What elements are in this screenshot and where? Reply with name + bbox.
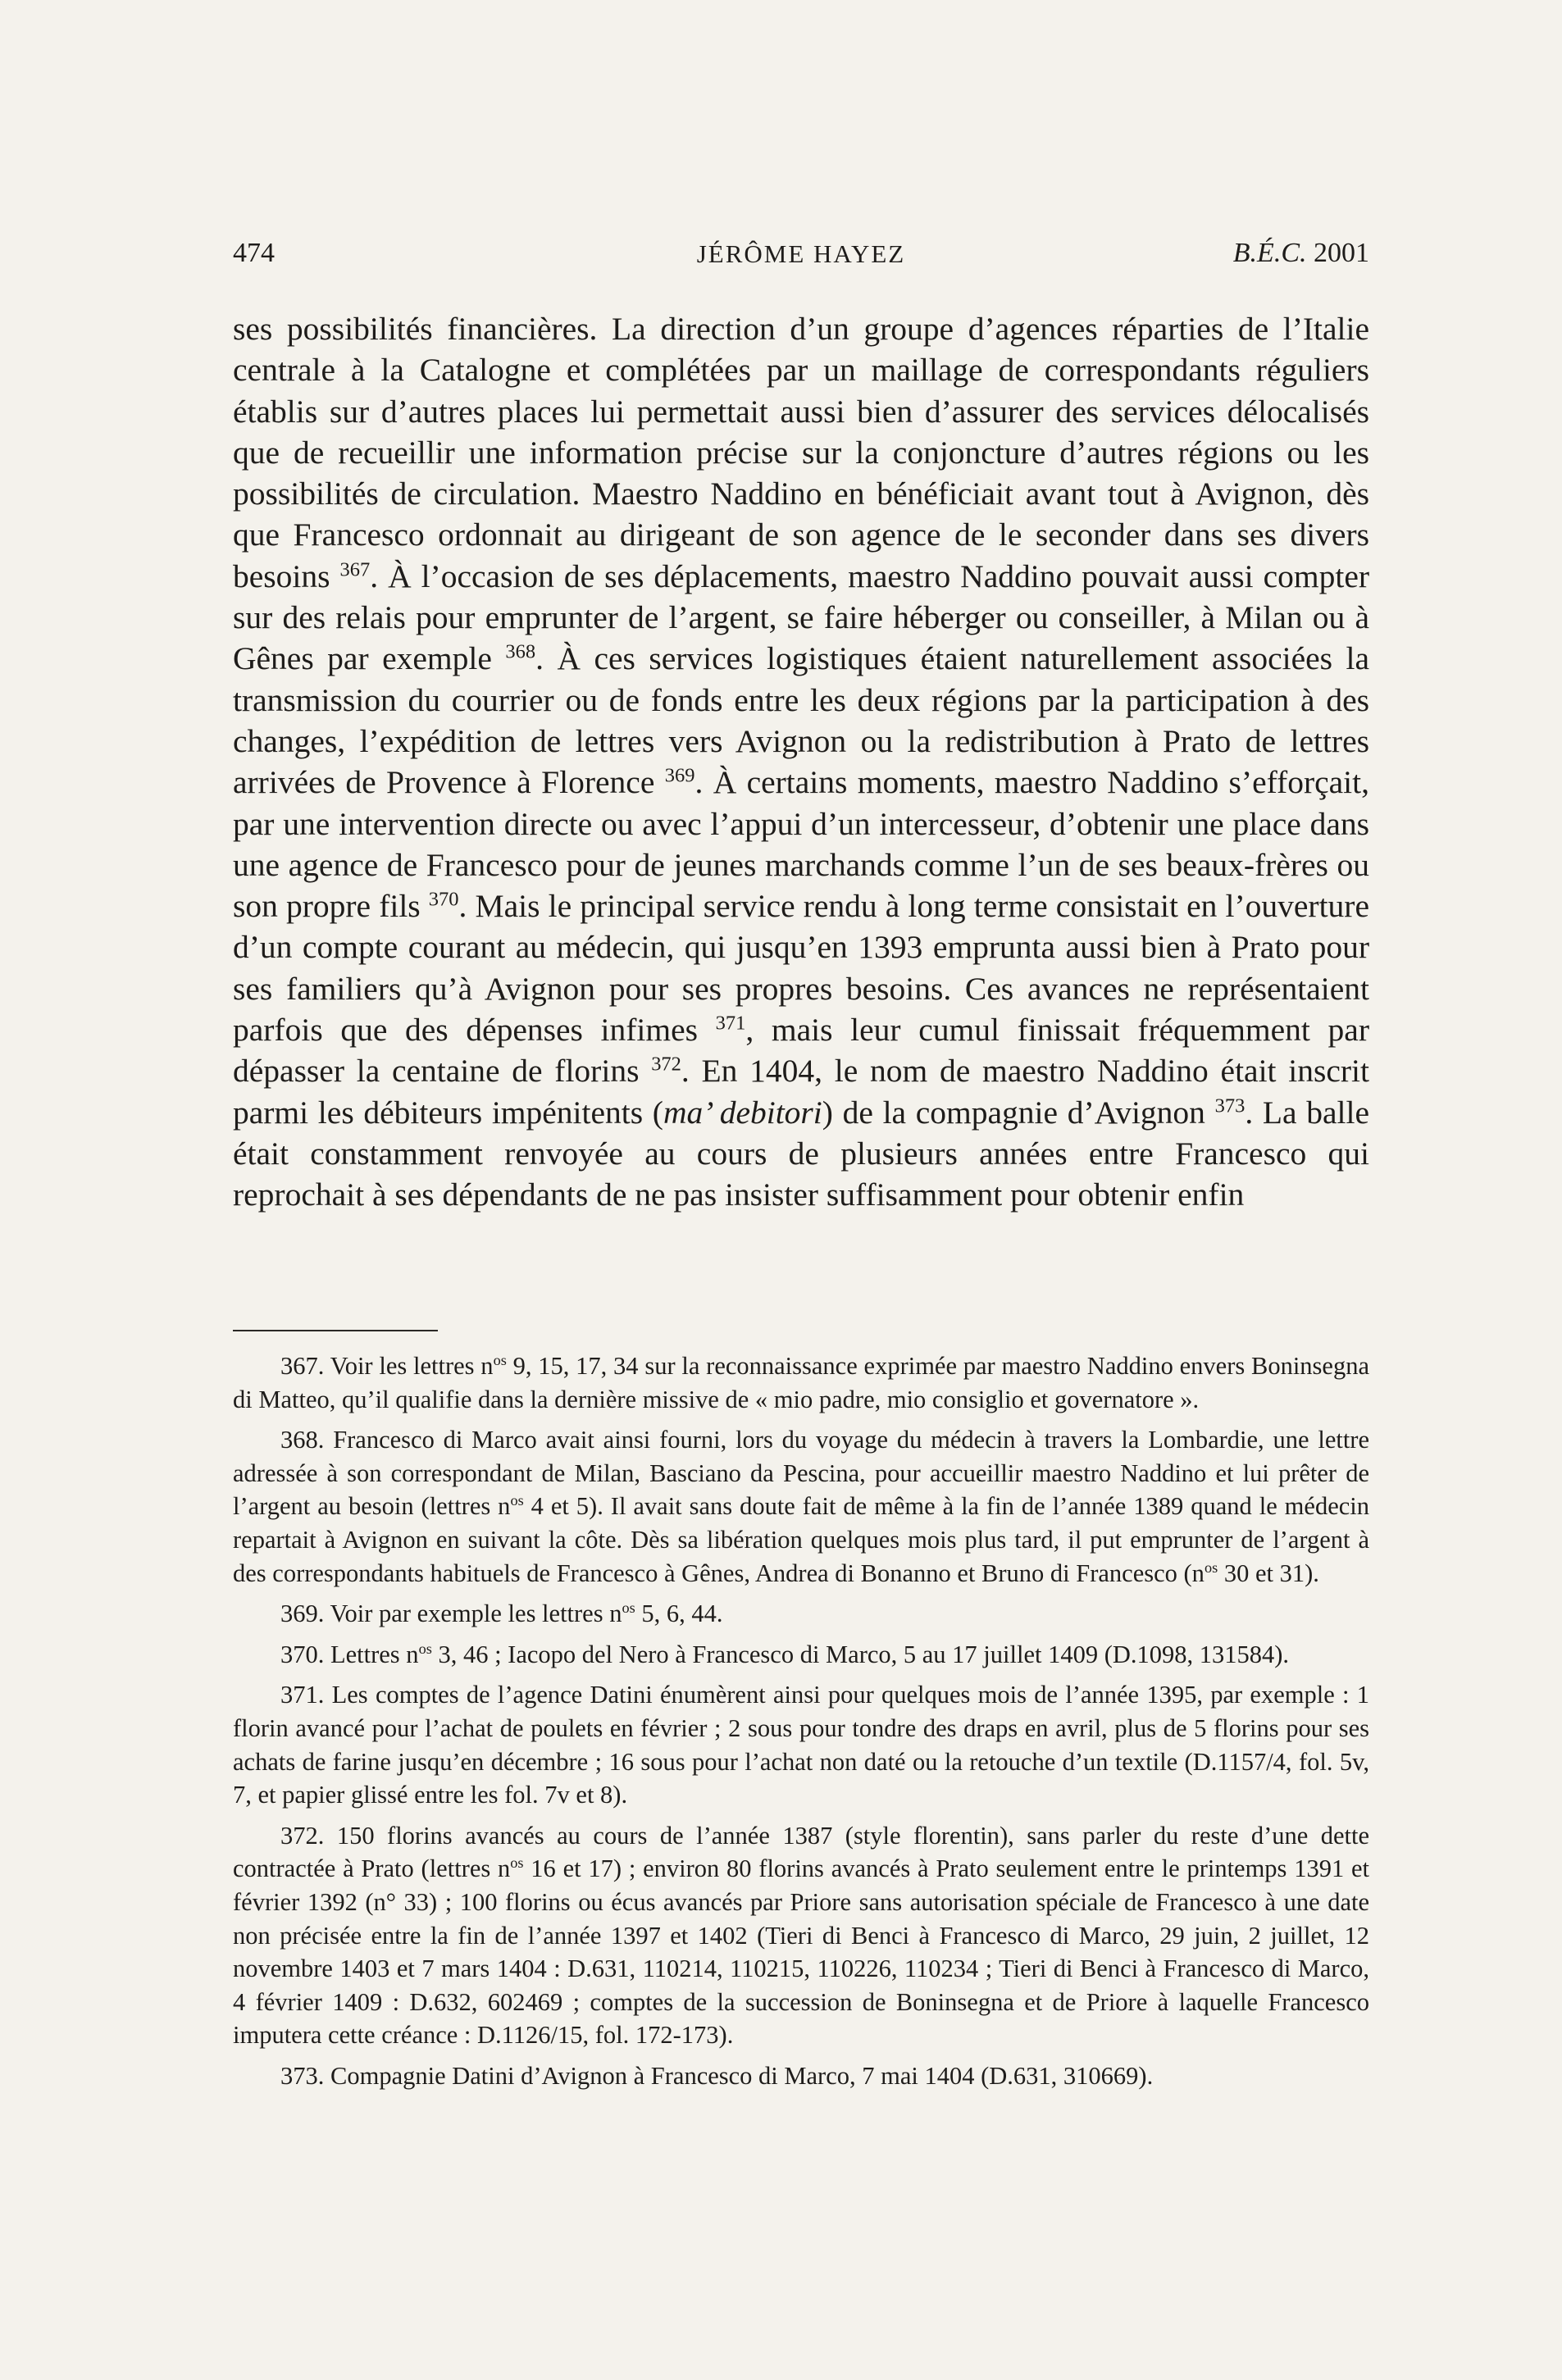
footnote-370 [233,1638,1369,1672]
text-run: ses possibilités financières. La direction d’un groupe d’agences réparties de l’Italie centrale à la Catalogne et complétées par un maillage de correspondants réguliers établis sur d’autres places lui permettait aussi bien d’assurer des services délocalisés que de recueillir une information précise sur la conjoncture d’autres régions ou les possibilités de circulation. Maestro Naddino en bénéficiait avant tout à Avignon, dès que Francesco ordonnait au dirigeant de son agence de le seconder dans ses divers besoins [233,311,1369,594]
footnote-number: 369. [280,1600,325,1628]
text-run: . À certains moments, maestro Naddino s’efforçait, par une intervention directe ou avec l’appui d’un intercesseur, d’obtenir une place dans une agence de Francesco pour de jeunes marchands comme l’un de ses beaux-frères ou son propre fils [233,764,1370,925]
footnote-text: 16 et 17) ; environ 80 florins avancés à Prato seulement entre le printemps 1391 et février 1392 (n° 33) ; 100 florins ou écus avancés par Priore sans autorisation spéciale de Francesco à une date non précisée entre la fin de l’année 1397 et 1402 (Tieri di Benci à Francesco di Marco, 29 juin, 2 juillet, 12 novembre 1403 et 7 mars 1404 : D.631, 110214, 110215, 110226, 110234 ; Tieri di Benci à Francesco di Marco, 4 février 1409 : D.632, 602469 ; comptes de la succession de Boninsegna et de Priore à laquelle Francesco imputera cette créance : D.1126/15, fol. 172-173). [233,1854,1369,2050]
footnotes [233,1349,1369,2100]
text-run: , mais leur cumul finissait fréquemment par dépasser la centaine de florins [233,1012,1369,1090]
text-run: . Mais le principal service rendu à long terme consistait en l’ouverture d’un compte courant au médecin, qui jusqu’en 1393 emprunta aussi bien à Prato pour ses familiers qu’à Avignon pour ses propres besoins. Ces avances ne représentaient parfois que des dépenses infimes [233,888,1369,1049]
footnote-number: 371. [280,1681,325,1709]
footnote-text: 9, 15, 17, 34 sur la reconnaissance exprimée par maestro Naddino envers Boninsegna di Matteo, qu’il qualifie dans la dernière missive de « mio padre, mio consiglio et governatore ». [233,1352,1370,1413]
text-run: . La balle était constamment renvoyée au cours de plusieurs années entre Francesco qui reprochait à ses dépendants de ne pas insister suffisamment pour obtenir enfin [233,1094,1369,1213]
footnote-369 [233,1597,1369,1631]
footnote-text: 30 et 31). [1218,1559,1319,1587]
superscript: os [1204,1559,1218,1576]
footnote-text: 4 et 5). Il avait sans doute fait de même à la fin de l’année 1389 quand le médecin repartait à Avignon en suivant la côte. Dès sa libération quelques mois plus tard, il put emprunter de l’argent à des correspondants habituels de Francesco à Gênes, Andrea di Bonanno et Bruno di Francesco (n [233,1492,1369,1587]
italic-term: ma’ debitori [663,1094,822,1131]
footnote-number: 373. [280,2061,325,2090]
footnote-number: 367. [280,1352,325,1380]
page-number: 474 [233,238,275,268]
footnote-number: 370. [280,1640,325,1668]
footnote-368 [233,1423,1369,1590]
journal-year: 2001 [1314,238,1369,268]
running-head-journal [1233,238,1369,269]
footnote-367 [233,1349,1369,1416]
main-text [233,308,1369,1216]
text-run: . En 1404, le nom de maestro Naddino était inscrit parmi les débiteurs impénitents ( [233,1053,1369,1131]
footnote-number: 368. [280,1426,325,1454]
footnote-text: 5, 6, 44. [635,1600,723,1628]
superscript: os [622,1600,635,1617]
footnote-text: 3, 46 ; Iacopo del Nero à Francesco di Marco, 5 au 17 juillet 1409 (D.1098, 131584). [431,1640,1290,1668]
footnote-ref: 370 [428,888,459,911]
main-paragraph [233,308,1369,1216]
footnote-text: Francesco di Marco avait ainsi fourni, lors du voyage du médecin à travers la Lombardie, une lettre adressée à son correspondant de Milan, Basciano da Pescina, pour accueillir maestro Naddino et lui prêter de l’argent au besoin (lettres n [233,1426,1369,1521]
text-run: ) de la compagnie d’Avignon [822,1094,1215,1131]
journal-abbrev: B.É.C. [1232,238,1307,268]
footnote-separator [233,1330,438,1331]
footnote-372 [233,1819,1369,2052]
superscript: os [418,1640,432,1657]
footnote-ref: 373 [1214,1094,1246,1117]
footnote-ref: 368 [505,640,536,663]
running-header [233,238,1369,279]
superscript: os [510,1492,524,1509]
footnote-number: 372. [280,1821,325,1850]
footnote-ref: 369 [664,764,695,787]
footnote-text: Compagnie Datini d’Avignon à Francesco di Marco, 7 mai 1404 (D.631, 310669). [324,2061,1154,2090]
footnote-text: Les comptes de l’agence Datini énumèrent ainsi pour quelques mois de l’année 1395, par exemple : 1 florin avancé pour l’achat de poulets en février ; 2 sous pour tondre des draps en avril, plus de 5 florins pour ses achats de farine jusqu’en décembre ; 16 sous pour l’achat non daté ou la retouche d’un textile (D.1157/4, fol. 5v, 7, et papier glissé entre les fol. 7v et 8). [233,1681,1369,1809]
footnote-ref: 372 [651,1053,681,1076]
superscript: os [510,1854,524,1872]
footnote-text: 150 florins avancés au cours de l’année 1387 (style florentin), sans parler du reste d’une dette contractée à Prato (lettres n [233,1821,1369,1883]
superscript: os [493,1352,507,1369]
text-run: . À ces services logistiques étaient naturellement associées la transmission du courrier ou de fonds entre les deux régions par la participation à des changes, l’expédition de lettres vers Avignon ou la redistribution à Prato de lettres arrivées de Provence à Florence [233,640,1369,801]
footnote-text: Lettres n [324,1640,419,1668]
footnote-text: Voir par exemple les lettres n [324,1600,622,1628]
footnote-ref: 371 [715,1012,746,1035]
text-run: . À l’occasion de ses déplacements, maestro Naddino pouvait aussi compter sur des relais pour emprunter de l’argent, se faire héberger ou conseiller, à Milan ou à Gênes par exemple [233,557,1370,677]
footnote-373 [233,2059,1369,2093]
footnote-371 [233,1678,1369,1811]
footnote-text: Voir les lettres n [324,1352,494,1380]
footnote-ref: 367 [339,558,371,581]
running-head-author: JÉRÔME HAYEZ [696,239,906,268]
